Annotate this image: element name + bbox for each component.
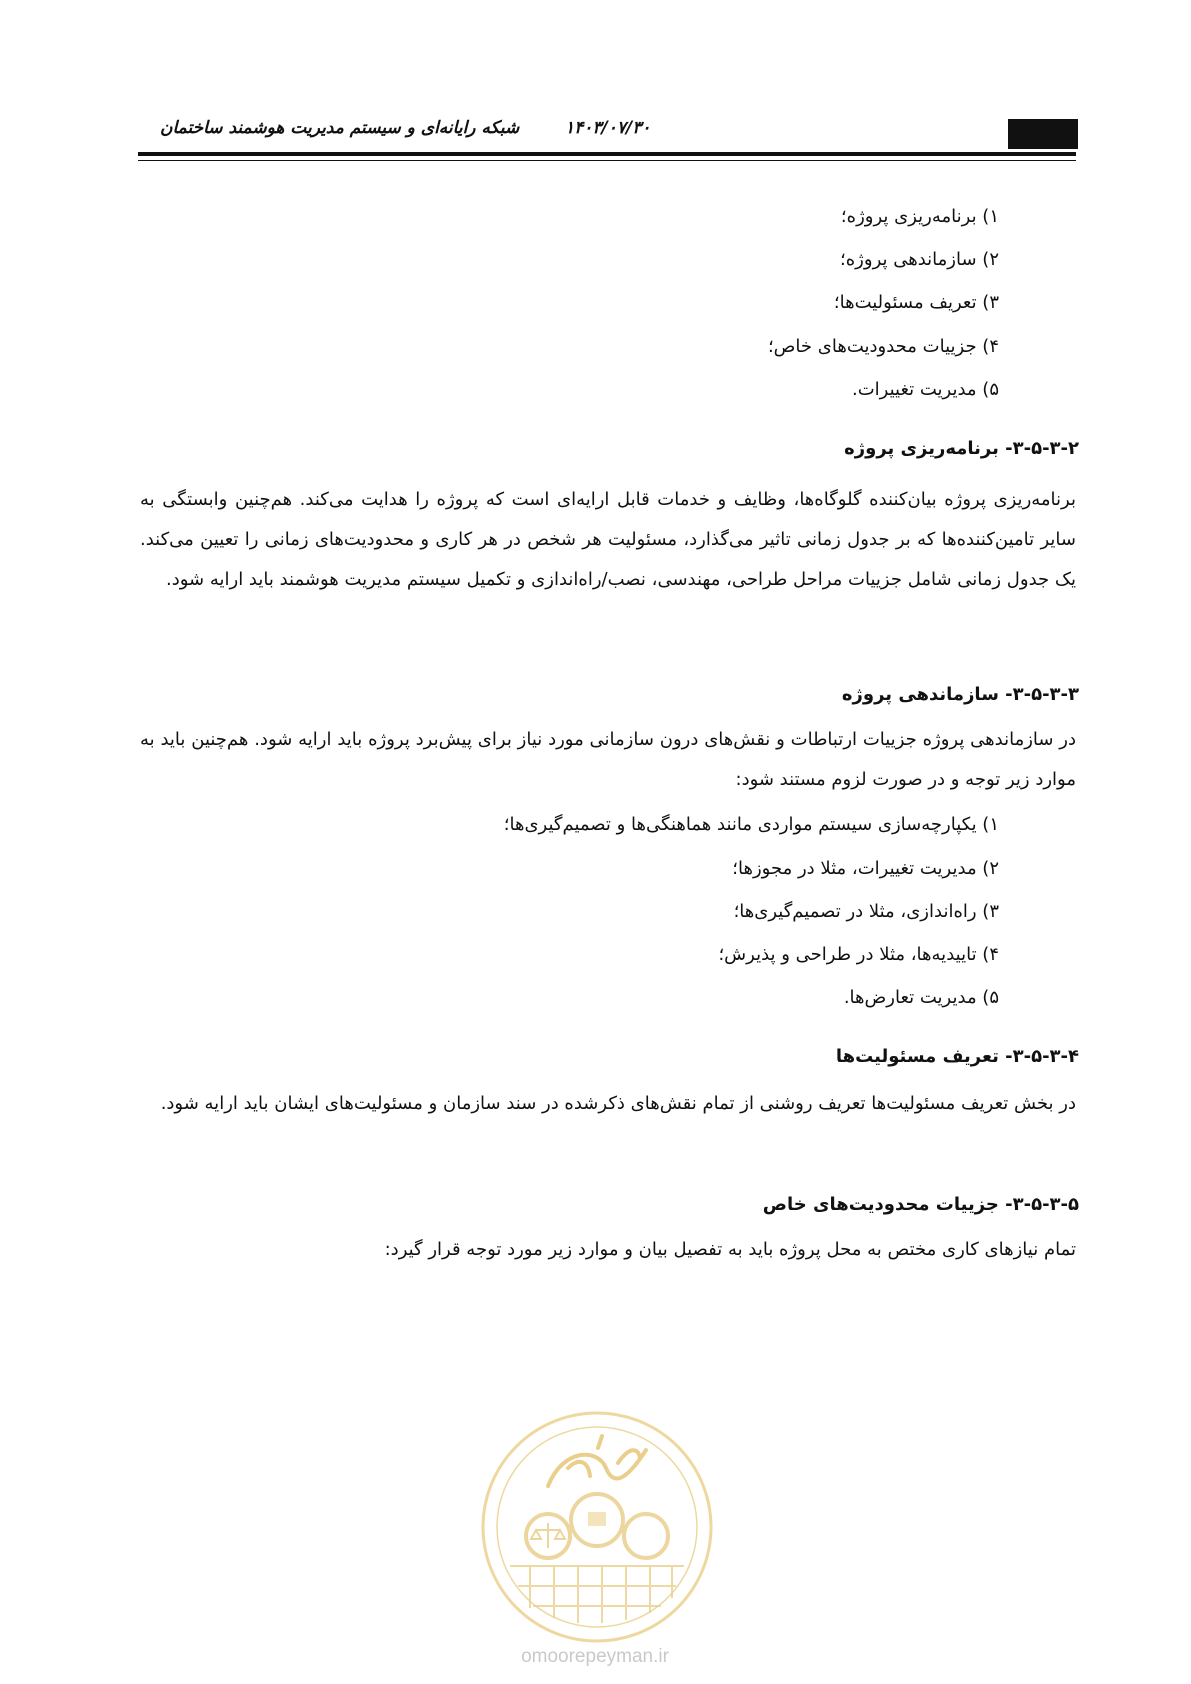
- list-item: ۱) برنامه‌ریزی پروژه؛: [840, 206, 999, 227]
- section-paragraph: در بخش تعریف مسئولیت‌ها تعریف روشنی از تمام نقش‌های ذکرشده در سند سازمان و مسئولیت‌های ایشان باید ارایه شود.: [160, 1093, 1076, 1114]
- section-paragraph: تمام نیازهای کاری مختص به محل پروژه باید به تفصیل بیان و موارد زیر مورد توجه قرار گیرد:: [384, 1239, 1076, 1260]
- header-rule-thin: [138, 160, 1076, 161]
- header-date: ۱۴۰۳/۰۷/۳۰: [565, 118, 651, 138]
- section-paragraph: برنامه‌ریزی پروژه بیان‌کننده گلوگاه‌ها، وظایف و خدمات قابل ارایه‌ای است که پروژه را هدایت می‌کند. هم‌چنین وابستگی به سایر تامین‌کننده‌ها که بر جدول زمانی تاثیر می‌گذارد، مسئولیت هر شخص در هر کاری و محدودیت‌های زمانی را تعیین می‌کند. یک جدول زمانی شامل جزییات مراحل طراحی، مهندسی، نصب/راه‌اندازی و تکمیل سیستم مدیریت هوشمند باید ارایه شود.: [140, 489, 1076, 590]
- list-item: ۳) تعریف مسئولیت‌ها؛: [833, 292, 999, 313]
- section-heading: ۳-۵-۳-۲- برنامه‌ریزی پروژه: [844, 438, 1079, 459]
- header-black-block: [1008, 119, 1078, 149]
- watermark-logo-icon: [478, 1408, 716, 1646]
- list-item: ۱) یکپارچه‌سازی سیستم مواردی مانند هماهنگی‌ها و تصمیم‌گیری‌ها؛: [503, 814, 999, 835]
- section-paragraph: در سازماندهی پروژه جزییات ارتباطات و نقش‌های درون سازمانی مورد نیاز برای پیش‌برد پروژه باید ارایه شود. هم‌چنین باید به موارد زیر توجه و در صورت لزوم مستند شود:: [140, 729, 1076, 790]
- list-item: ۵) مدیریت تغییرات.: [851, 379, 999, 400]
- watermark-url: omoorepeyman.ir: [521, 1646, 669, 1667]
- section-heading: ۳-۵-۳-۵- جزییات محدودیت‌های خاص: [762, 1194, 1079, 1215]
- section-heading: ۳-۵-۳-۴- تعریف مسئولیت‌ها: [835, 1046, 1079, 1067]
- header-rule-thick: [138, 152, 1076, 156]
- list-item: ۴) جزییات محدودیت‌های خاص؛: [767, 336, 999, 357]
- header-title: شبکه رایانه‌ای و سیستم مدیریت هوشمند ساختمان: [160, 118, 520, 138]
- list-item: ۳) راه‌اندازی، مثلا در تصمیم‌گیری‌ها؛: [733, 901, 999, 922]
- list-item: ۵) مدیریت تعارض‌ها.: [843, 987, 999, 1008]
- section-heading: ۳-۵-۳-۳- سازماندهی پروژه: [841, 684, 1079, 705]
- list-item: ۴) تاییدیه‌ها، مثلا در طراحی و پذیرش؛: [718, 944, 999, 965]
- list-item: ۲) مدیریت تغییرات، مثلا در مجوزها؛: [732, 858, 999, 879]
- list-item: ۲) سازماندهی پروژه؛: [840, 249, 999, 270]
